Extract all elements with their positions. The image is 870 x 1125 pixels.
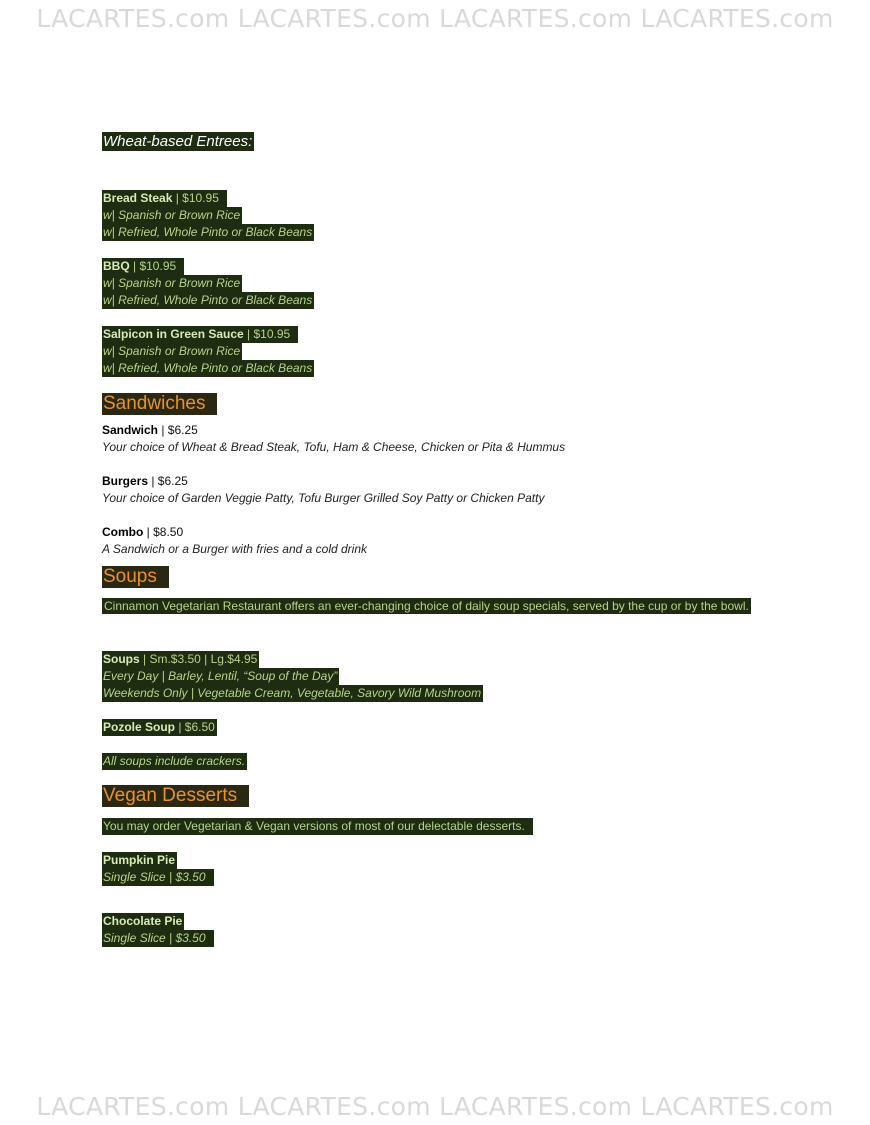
menu-item-soups: Soups | Sm.$3.50 | Lg.$4.95 [103, 652, 258, 666]
item-option-rice: w| Spanish or Brown Rice [103, 208, 241, 222]
menu-item-chocolate-pie: Chocolate Pie [103, 914, 183, 928]
item-description: Your choice of Wheat & Bread Steak, Tofu, Ham & Cheese, Chicken or Pita & Hummus [102, 440, 566, 454]
item-price-slice: Single Slice | $3.50 [102, 869, 214, 886]
menu-item-pumpkin-pie: Pumpkin Pie [103, 853, 176, 867]
watermark-bottom: LACARTES.com LACARTES.com LACARTES.com LACARTES.com [36, 1092, 834, 1121]
item-option-beans: w| Refried, Whole Pinto or Black Beans [103, 293, 313, 307]
wheat-entrees-title: Wheat-based Entrees: [103, 133, 253, 150]
desserts-intro: You may order Vegetarian & Vegan versions of most of our delectable desserts. [102, 818, 533, 835]
soups-everyday: Every Day | Barley, Lentil, “Soup of the Day” [103, 669, 338, 683]
menu-item-burgers: Burgers | $6.25 [102, 474, 188, 488]
item-description: A Sandwich or a Burger with fries and a cold drink [102, 542, 368, 556]
section-vegan-desserts: Vegan Desserts [102, 785, 249, 807]
item-option-rice: w| Spanish or Brown Rice [103, 276, 241, 290]
menu-item-pozole: Pozole Soup | $6.50 [103, 720, 215, 734]
item-option-rice: w| Spanish or Brown Rice [103, 344, 241, 358]
item-option-beans: w| Refried, Whole Pinto or Black Beans [103, 361, 313, 375]
menu-item-salpicon: Salpicon in Green Sauce | $10.95 [102, 326, 298, 343]
menu-item-combo: Combo | $8.50 [102, 525, 184, 539]
menu-item-sandwich: Sandwich | $6.25 [102, 423, 198, 437]
menu-item-bbq: BBQ | $10.95 [102, 258, 184, 275]
watermark-top: LACARTES.com LACARTES.com LACARTES.com LACARTES.com [36, 4, 834, 33]
soups-weekends: Weekends Only | Vegetable Cream, Vegetable, Savory Wild Mushroom [103, 686, 482, 700]
menu-item-bread-steak: Bread Steak | $10.95 [102, 190, 227, 207]
item-price-slice: Single Slice | $3.50 [102, 930, 214, 947]
soups-intro: Cinnamon Vegetarian Restaurant offers an ever-changing choice of daily soup specials, served by the cup or by the bowl. [104, 599, 749, 613]
item-option-beans: w| Refried, Whole Pinto or Black Beans [103, 225, 313, 239]
soups-note: All soups include crackers. [103, 754, 246, 768]
section-soups: Soups [102, 566, 169, 588]
section-sandwiches: Sandwiches [102, 393, 217, 415]
item-description: Your choice of Garden Veggie Patty, Tofu Burger Grilled Soy Patty or Chicken Patty [102, 491, 545, 505]
